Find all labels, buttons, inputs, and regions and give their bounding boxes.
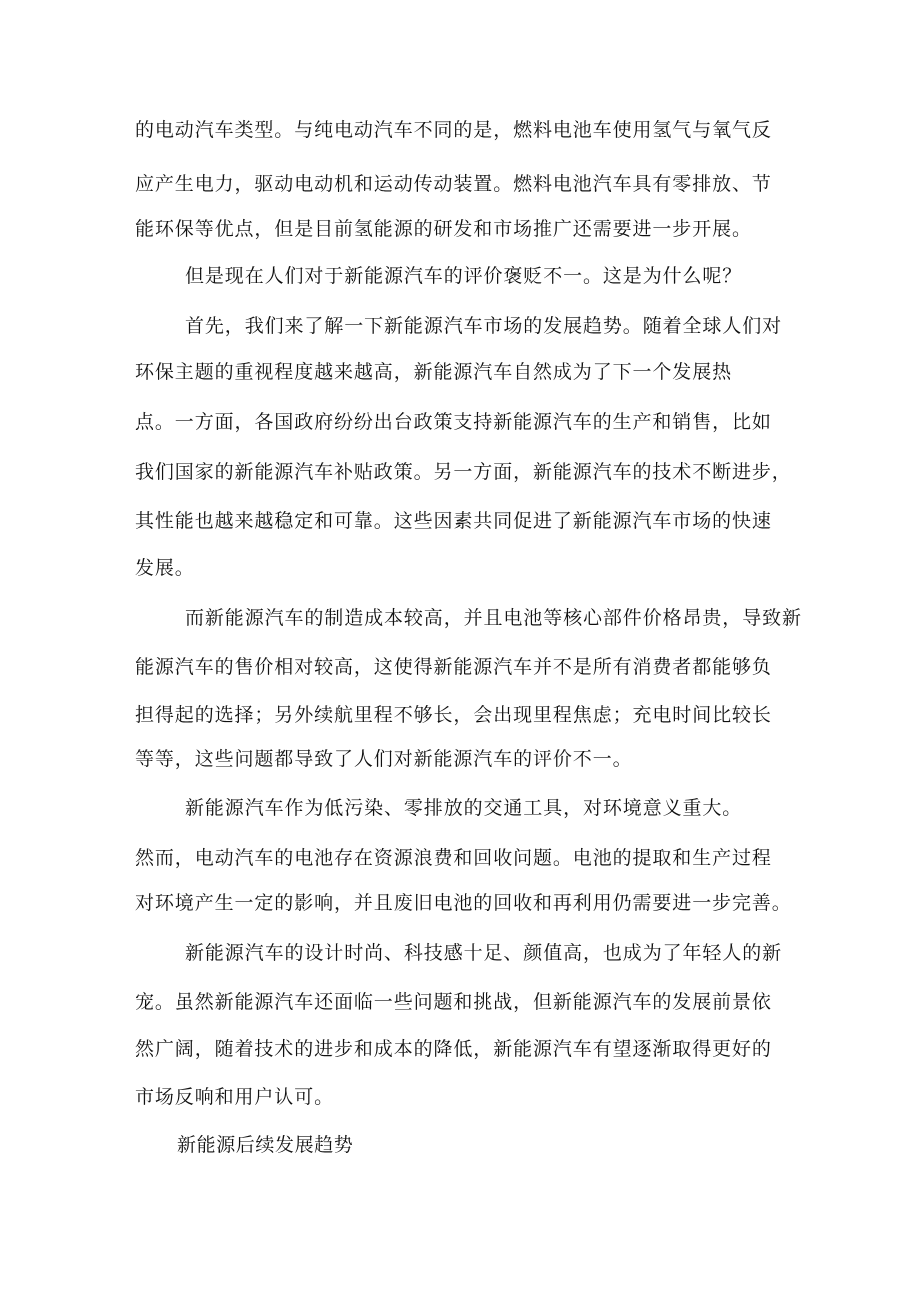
text-line: 新能源汽车作为低污染、零排放的交通工具，对环境意义重大。	[185, 797, 743, 819]
text-line: 担得起的选择；另外续航里程不够长，会出现里程焦虑；充电时间比较长	[135, 704, 772, 726]
text-line: 对环境产生一定的影响，并且废旧电池的回收和再利用仍需要进一步完善。	[135, 892, 792, 914]
text-line: 我们国家的新能源汽车补贴政策。另一方面，新能源汽车的技术不断进步，	[135, 461, 792, 483]
text-line: 其性能也越来越稳定和可靠。这些因素共同促进了新能源汽车市场的快速	[135, 510, 772, 532]
text-line: 应产生电力，驱动电动机和运动传动装置。燃料电池汽车具有零排放、节	[135, 173, 772, 195]
text-line: 首先，我们来了解一下新能源汽车市场的发展趋势。随着全球人们对	[185, 315, 783, 337]
text-line: 而新能源汽车的制造成本较高，并且电池等核心部件价格昂贵，导致新	[185, 607, 802, 629]
text-line: 宠。虽然新能源汽车还面临一些问题和挑战，但新能源汽车的发展前景依	[135, 991, 772, 1013]
text-line: 然而，电动汽车的电池存在资源浪费和回收问题。电池的提取和生产过程	[135, 847, 772, 869]
text-line: 新能源汽车的设计时尚、科技感十足、颜值高，也成为了年轻人的新	[185, 942, 783, 964]
text-line: 等等，这些问题都导致了人们对新能源汽车的评价不一。	[135, 748, 633, 770]
text-line: 点。一方面，各国政府纷纷出台政策支持新能源汽车的生产和销售，比如	[135, 411, 772, 433]
text-line: 但是现在人们对于新能源汽车的评价褒贬不一。这是为什么呢？	[185, 265, 743, 287]
text-line: 的电动汽车类型。与纯电动汽车不同的是，燃料电池车使用氢气与氧气反	[135, 119, 772, 141]
text-line: 环保主题的重视程度越来越高，新能源汽车自然成为了下一个发展热	[135, 361, 733, 383]
text-line: 然广阔，随着技术的进步和成本的降低，新能源汽车有望逐渐取得更好的	[135, 1038, 772, 1060]
text-line: 市场反响和用户认可。	[135, 1086, 335, 1108]
text-line: 发展。	[135, 557, 195, 579]
text-line: 能源汽车的售价相对较高，这使得新能源汽车并不是所有消费者都能够负	[135, 656, 772, 678]
section-title: 新能源后续发展趋势	[177, 1134, 354, 1156]
text-line: 能环保等优点，但是目前氢能源的研发和市场推广还需要进一步开展。	[135, 218, 752, 240]
